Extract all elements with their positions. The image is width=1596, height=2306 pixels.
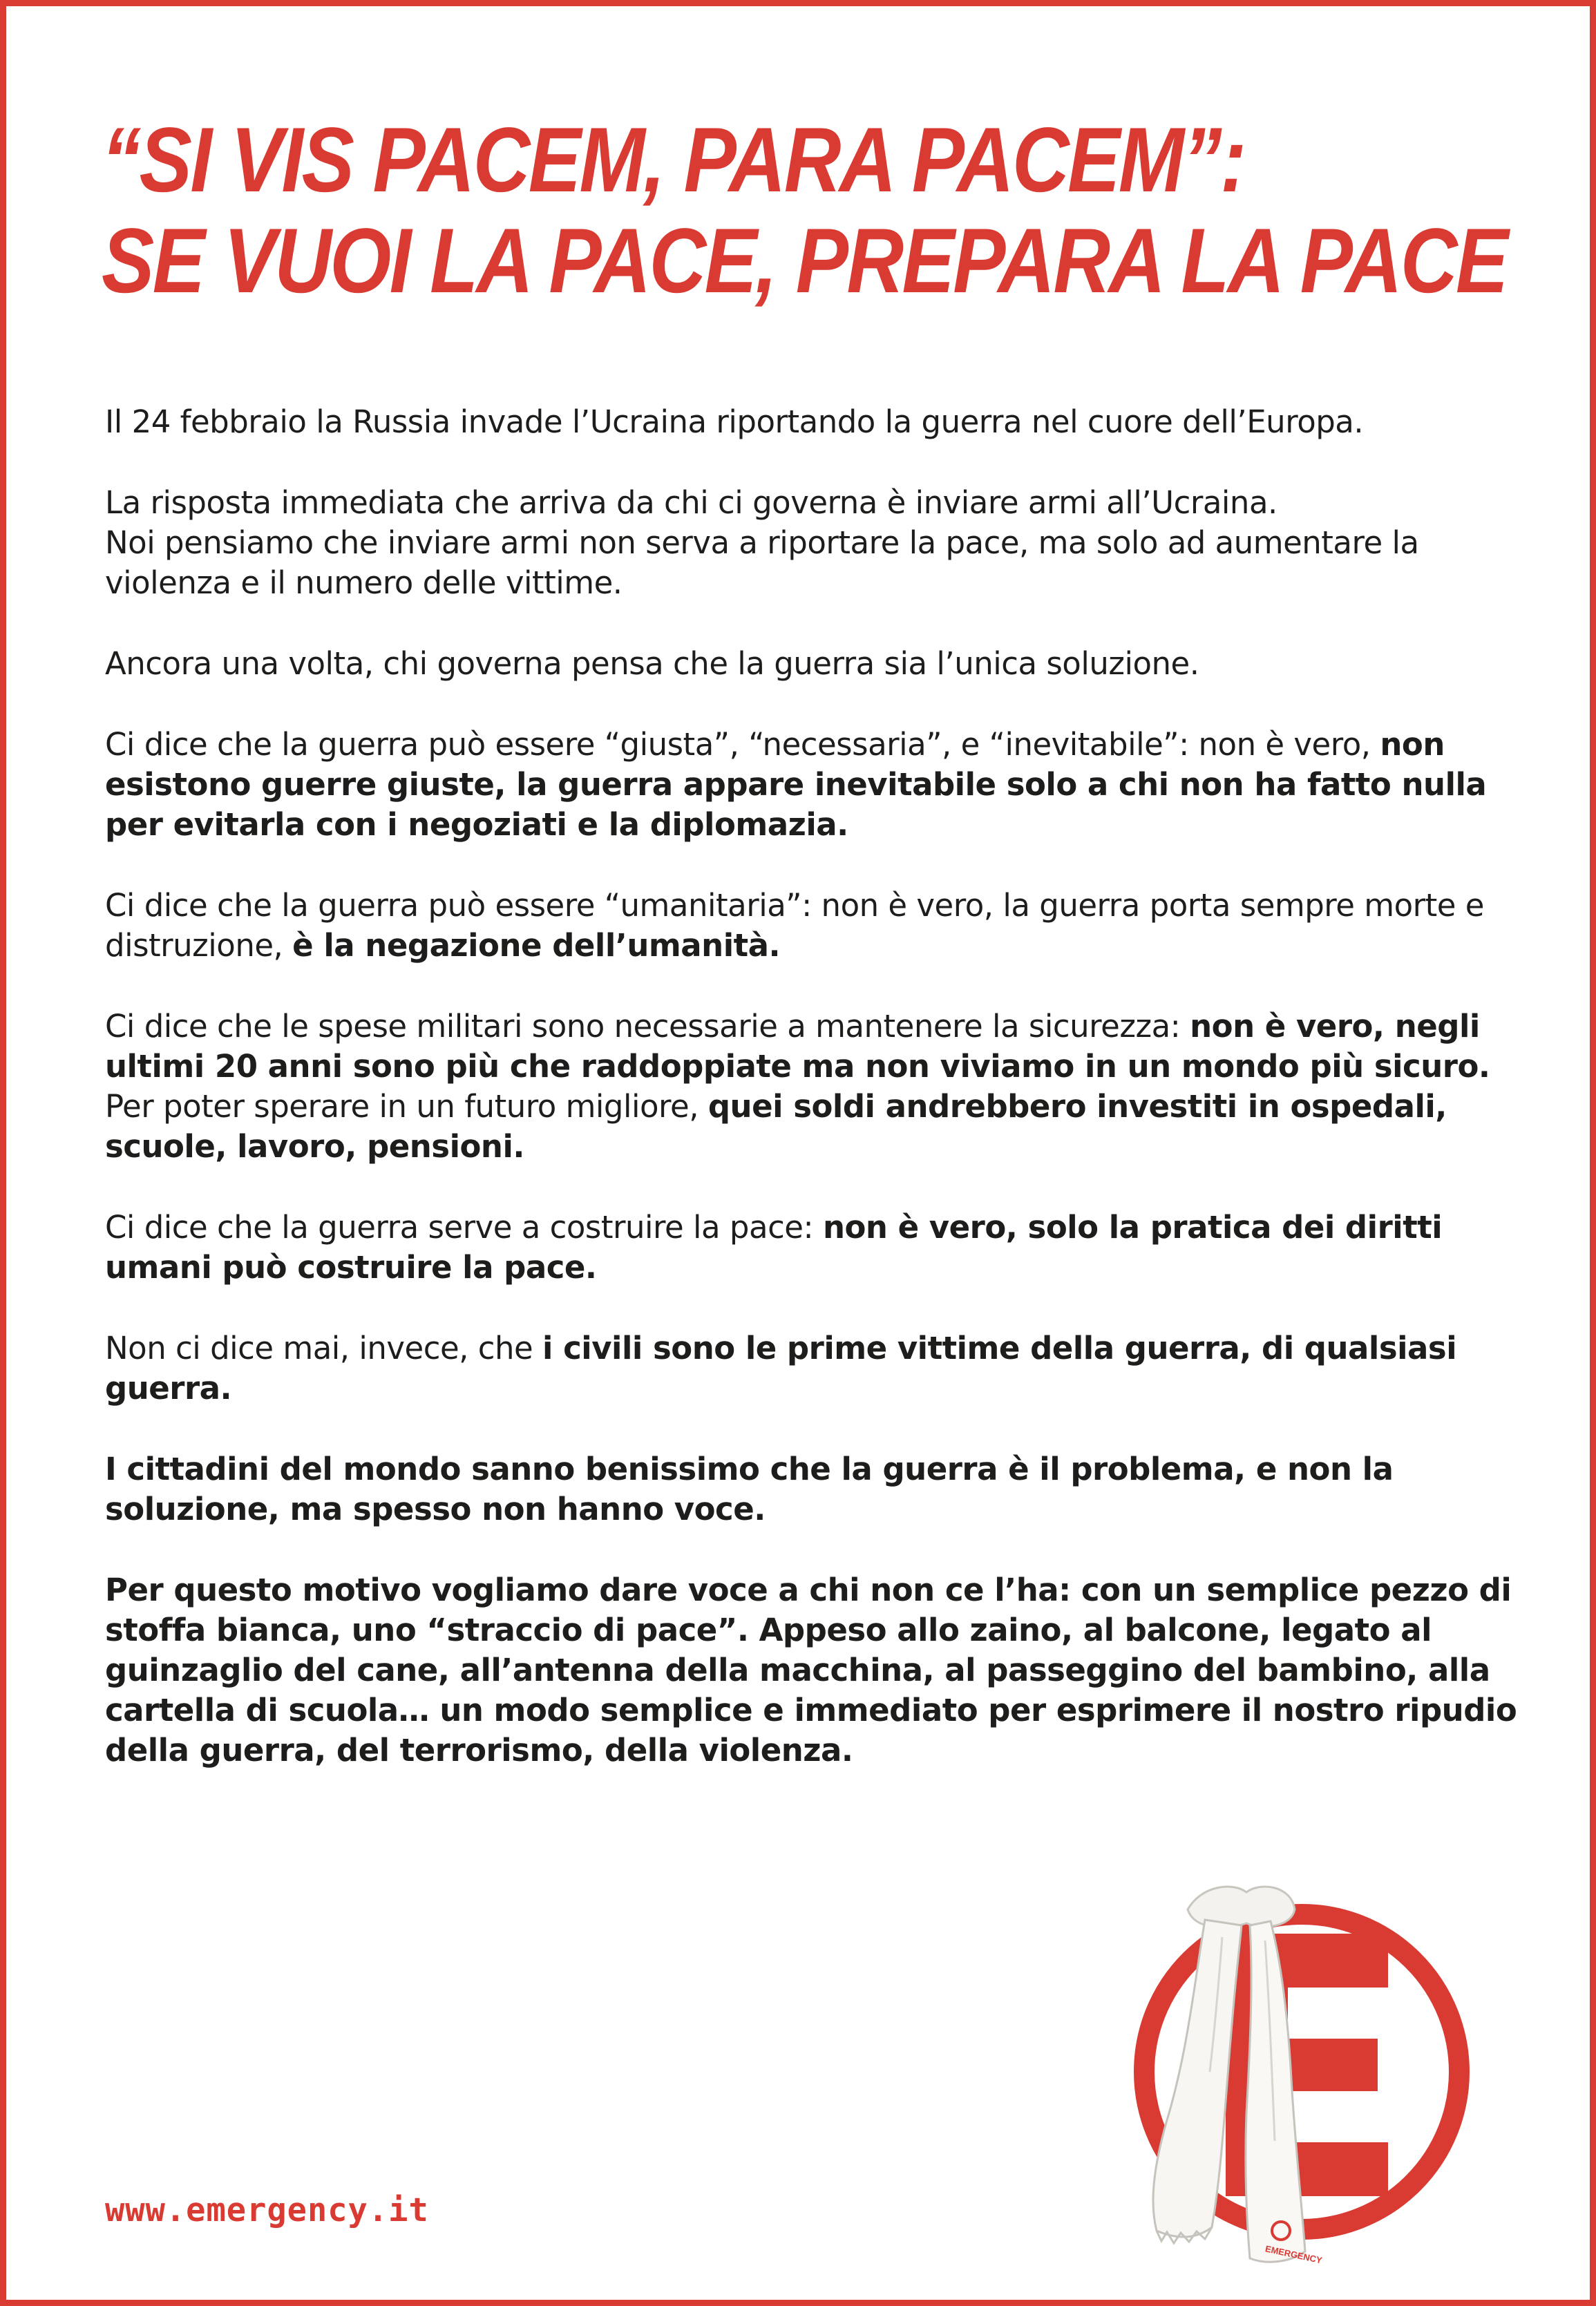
emergency-logo — [1084, 1844, 1485, 2272]
paragraph-3 — [105, 644, 1528, 684]
paragraph-3-text: Ancora una volta, chi governa pensa che la guerra sia l’unica soluzione. — [105, 645, 1199, 682]
body-text — [105, 402, 1528, 1811]
paragraph-6-text-b: Per poter sperare in un futuro migliore, — [105, 1088, 699, 1125]
paragraph-8 — [105, 1328, 1528, 1409]
headline — [102, 109, 1507, 312]
paragraph-8-emphasis: i civili sono le prime vittime della guerra, di qualsiasi guerra. — [105, 1330, 1457, 1407]
paragraph-2-line-b: Noi pensiamo che inviare armi non serva a riportare la pace, ma solo ad aumentare la violenza e il numero delle vittime. — [105, 524, 1419, 601]
paragraph-9 — [105, 1449, 1528, 1530]
paragraph-7-text: Ci dice che la guerra serve a costruire la pace: — [105, 1209, 814, 1246]
paragraph-4-text: Ci dice che la guerra può essere “giusta”, “necessaria”, e “inevitabile”: non è vero, — [105, 726, 1371, 763]
website-link[interactable]: www.emergency.it — [105, 2191, 429, 2229]
paragraph-4 — [105, 725, 1528, 845]
paragraph-6 — [105, 1007, 1528, 1167]
paragraph-10 — [105, 1570, 1528, 1771]
paragraph-2 — [105, 483, 1528, 603]
paragraph-4-emphasis: non esistono guerre giuste, la guerra appare inevitabile solo a chi non ha fatto nulla per evitarla con i negoziati e la diplomazia. — [105, 726, 1487, 843]
paragraph-6-text-a: Ci dice che le spese militari sono necessarie a mantenere la sicurezza: — [105, 1008, 1181, 1045]
paragraph-2-line-a: La risposta immediata che arriva da chi ci governa è inviare armi all’Ucraina. — [105, 484, 1277, 521]
paragraph-7 — [105, 1208, 1528, 1288]
ribbon-tag-text: EMERGENCY — [1264, 2243, 1323, 2266]
paragraph-8-text: Non ci dice mai, invece, che — [105, 1330, 533, 1366]
paragraph-5-text: Ci dice che la guerra può essere “umanitaria”: non è vero, la guerra porta sempre morte e distruzione, — [105, 887, 1484, 964]
paragraph-1-text: Il 24 febbraio la Russia invade l’Ucraina riportando la guerra nel cuore dell’Europa. — [105, 403, 1364, 440]
paragraph-6-emphasis-b: quei soldi andrebbero investiti in ospedali, scuole, lavoro, pensioni. — [105, 1088, 1447, 1165]
paragraph-1 — [105, 402, 1528, 442]
paragraph-5-emphasis: è la negazione dell’umanità. — [292, 927, 781, 964]
paragraph-7-emphasis: non è vero, solo la pratica dei diritti umani può costruire la pace. — [105, 1209, 1443, 1286]
paragraph-6-emphasis-a: non è vero, negli ultimi 20 anni sono più che raddoppiate ma non viviamo in un mondo più sicuro. — [105, 1008, 1490, 1085]
paragraph-5 — [105, 886, 1528, 966]
headline-line-2: SE VUOI LA PACE, PREPARA LA PACE — [102, 210, 1507, 312]
headline-line-1: “SI VIS PACEM, PARA PACEM”: — [102, 109, 1245, 211]
paragraph-10-emphasis: Per questo motivo vogliamo dare voce a chi non ce l’ha: con un semplice pezzo di stoffa bianca, uno “straccio di pace”. Appeso allo zaino, al balcone, legato al guinzaglio del cane, all’antenna della macchina, al passeggino del bambino, alla cartella di scuola… un modo semplice e immediato per esprimere il nostro ripudio della guerra, del terrorismo, della violenza. — [105, 1572, 1517, 1769]
paragraph-9-emphasis: I cittadini del mondo sanno benissimo che la guerra è il problema, e non la soluzione, ma spesso non hanno voce. — [105, 1451, 1394, 1527]
